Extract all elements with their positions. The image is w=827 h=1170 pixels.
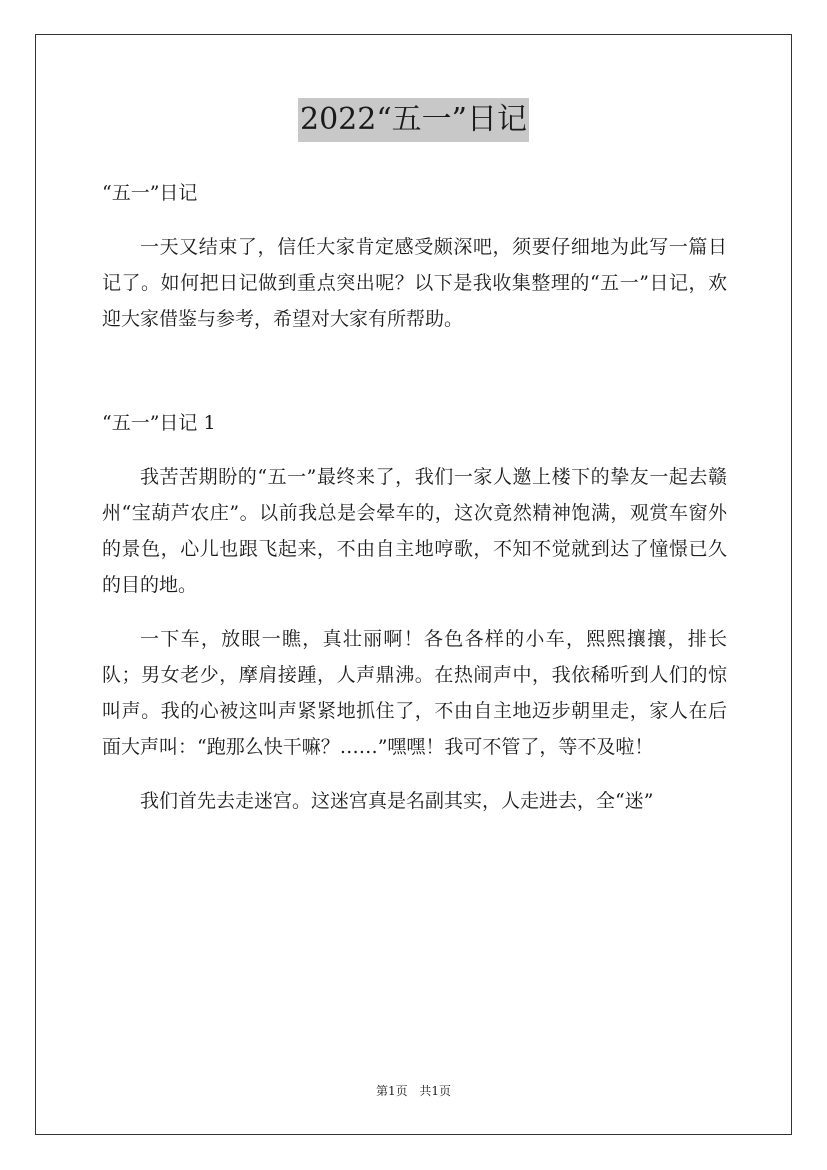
- page-number: 第1页: [375, 1084, 408, 1098]
- document-title: 2022“五一”日记: [298, 98, 529, 142]
- page-footer: [0, 1082, 827, 1100]
- document-body: [102, 175, 727, 819]
- body-paragraph-2: 一下车，放眼一瞧，真壮丽啊！各色各样的小车，熙熙攘攘，排长队；男女老少，摩肩接踵，人声鼎沸。在热闹声中，我依稀听到人们的惊叫声。我的心被这叫声紧紧地抓住了，不由自主地迈步朝里走，家人在后面大声叫：“跑那么快干嘛？……”嘿嘿！我可不管了，等不及啦！: [102, 628, 727, 758]
- intro-paragraph: 一天又结束了，信任大家肯定感受颇深吧，须要仔细地为此写一篇日记了。如何把日记做到重点突出呢？以下是我收集整理的“五一”日记，欢迎大家借鉴与参考，希望对大家有所帮助。: [102, 236, 727, 330]
- document-subtitle: “五一”日记: [102, 182, 198, 204]
- body-paragraph-3: 我们首先去走迷宫。这迷宫真是名副其实，人走进去，全“迷”: [140, 790, 654, 812]
- section-heading: “五一”日记 1: [102, 412, 216, 434]
- page-total: 共1页: [419, 1084, 452, 1098]
- body-paragraph-1: 我苦苦期盼的“五一”最终来了，我们一家人邀上楼下的挚友一起去赣州“宝葫芦农庄”。以前我总是会晕车的，这次竟然精神饱满，观赏车窗外的景色，心儿也跟飞起来，不由自主地哼歌，不知不觉就到达了憧憬已久的目的地。: [102, 466, 727, 596]
- title-container: [0, 98, 827, 142]
